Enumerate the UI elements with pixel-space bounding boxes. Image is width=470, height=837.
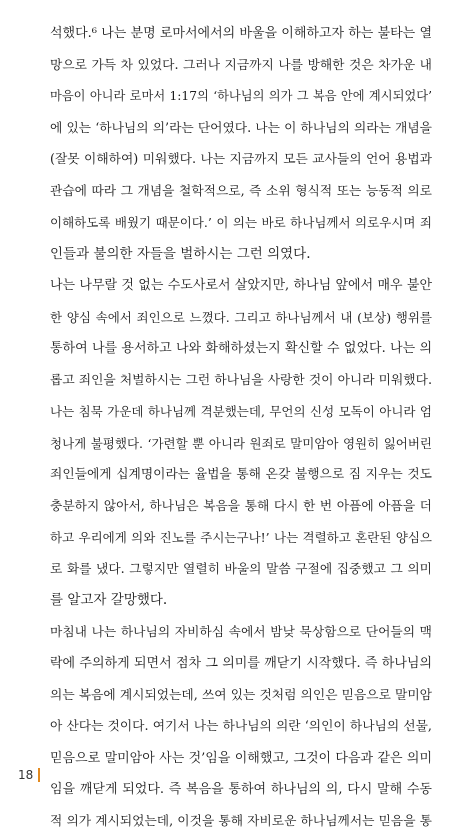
text-line: 통하여 나를 용서하고 나와 화해하셨는지 확신할 수 없었다. 나는 의 — [50, 333, 432, 365]
text-line: 청나게 불평했다. ‘가련할 뿐 아니라 원죄로 말미암아 영원히 잃어버린 — [50, 428, 432, 460]
text-line: 락에 주의하게 되면서 점차 그 의미를 깨닫기 시작했다. 즉 하나님의 — [50, 648, 432, 680]
text-line: 로 화를 냈다. 그렇지만 열렬히 바울의 말씀 구절에 집중했고 그 의미 — [50, 554, 432, 586]
text-line: 의는 복음에 계시되었는데, 쓰여 있는 것처럼 의인은 믿음으로 말미암 — [50, 680, 432, 712]
page-footer — [18, 768, 40, 782]
text-line: (잘못 이해하여) 미워했다. 나는 지금까지 모든 교사들의 언어 용법과 — [50, 144, 432, 176]
text-line: 를 알고자 갈망했다. — [50, 585, 432, 617]
text-line: 한 양심 속에서 죄인으로 느꼈다. 그리고 하나님께서 내 (보상) 행위를 — [50, 302, 432, 334]
text-line: 인들과 불의한 자들을 벌하시는 그런 의였다. — [50, 239, 432, 271]
text-line: 관습에 따라 그 개념을 철학적으로, 즉 소위 형식적 또는 능동적 의로 — [50, 176, 432, 208]
text-line: 적 의가 계시되었는데, 이것을 통해 자비로운 하나님께서는 믿음을 통 — [50, 806, 432, 837]
text-line: 에 있는 ‘하나님의 의’라는 단어였다. 나는 이 하나님의 의라는 개념을 — [50, 113, 432, 145]
text-line: 마침내 나는 하나님의 자비하심 속에서 밤낮 묵상함으로 단어들의 맥 — [50, 617, 432, 649]
text-line: 나는 침묵 가운데 하나님께 격분했는데, 무언의 신성 모독이 아니라 엄 — [50, 396, 432, 428]
text-line: 롭고 죄인을 처벌하시는 그런 하나님을 사랑한 것이 아니라 미워했다. — [50, 365, 432, 397]
text-line: 임을 깨닫게 되었다. 즉 복음을 통하여 하나님의 의, 다시 말해 수동 — [50, 774, 432, 806]
text-line: 충분하지 않아서, 하나님은 복음을 통해 다시 한 번 아픔에 아픔을 더 — [50, 491, 432, 523]
text-line: 석했다.⁶ 나는 분명 로마서에서의 바울을 이해하고자 하는 불타는 열 — [50, 18, 432, 50]
text-line: 죄인들에게 십계명이라는 율법을 통해 온갖 불행으로 짐 지우는 것도 — [50, 459, 432, 491]
body-text — [50, 18, 432, 837]
text-line: 믿음으로 말미암아 사는 것’임을 이해했고, 그것이 다음과 같은 의미 — [50, 743, 432, 775]
text-line: 망으로 가득 차 있었다. 그러나 지금까지 나를 방해한 것은 차가운 내 — [50, 50, 432, 82]
accent-bar — [38, 768, 40, 782]
text-line: 이해하도록 배웠기 때문이다.’ 이 의는 바로 하나님께서 의로우시며 죄 — [50, 207, 432, 239]
page-number: 18 — [18, 768, 33, 782]
text-line: 아 산다는 것이다. 여기서 나는 하나님의 의란 ‘의인이 하나님의 선물, — [50, 711, 432, 743]
text-line: 나는 나무랄 것 없는 수도사로서 살았지만, 하나님 앞에서 매우 불안 — [50, 270, 432, 302]
text-line: 마음이 아니라 로마서 1:17의 ‘하나님의 의가 그 복음 안에 계시되었다’ — [50, 81, 432, 113]
text-line: 하고 우리에게 의와 진노를 주시는구나!’ 나는 격렬하고 혼란된 양심으 — [50, 522, 432, 554]
